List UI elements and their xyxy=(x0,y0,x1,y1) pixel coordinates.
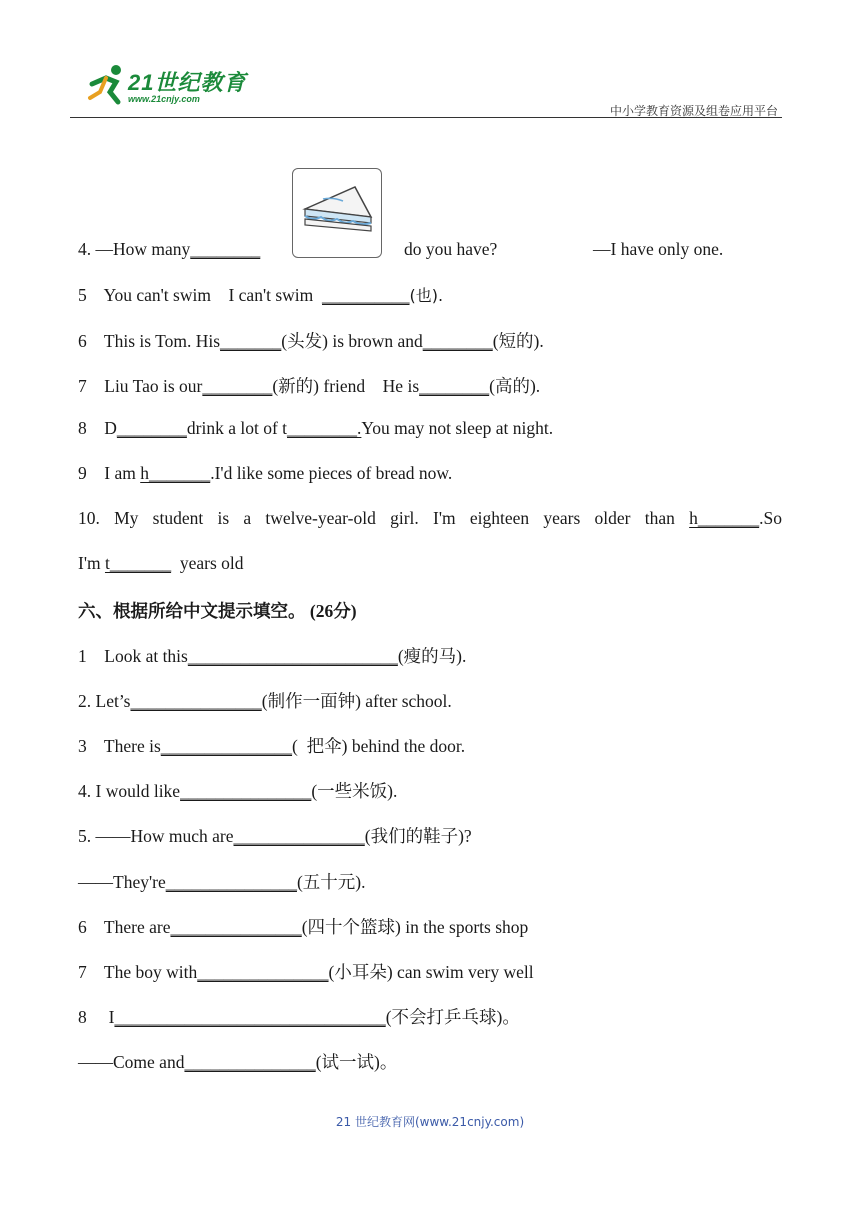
question-b-8-reply: ——Come and_______________(试一试)。 xyxy=(78,1052,398,1072)
answer-blank[interactable]: _______________ xyxy=(180,781,312,801)
header-tagline: 中小学教育资源及组卷应用平台 xyxy=(609,104,778,118)
question-b-5-answer: ——They're_______________(五十元). xyxy=(78,872,366,892)
answer-blank[interactable]: h_______ xyxy=(140,463,211,483)
question-b-3: 3 There is_______________( 把伞) behind the door. xyxy=(78,736,466,756)
question-9: 9 I am h_______.I'd like some pieces of bread now. xyxy=(78,463,453,483)
question-6: 6 This is Tom. His_______(头发) is brown and________(短的). xyxy=(78,331,544,351)
answer-blank[interactable]: ________. xyxy=(287,418,362,438)
question-b-8: 8 I_______________________________(不会打乒乓球)。 xyxy=(78,1007,520,1027)
answer-blank[interactable]: _______________ xyxy=(165,872,297,892)
section-6-title: 六、根据所给中文提示填空。 (26分) xyxy=(78,601,357,621)
question-b-6: 6 There are_______________(四十个篮球) in the sports shop xyxy=(78,917,529,937)
answer-blank[interactable]: ________________________ xyxy=(187,646,398,666)
answer-blank[interactable]: t_______ xyxy=(104,553,172,573)
logo-text: 21世纪教育 xyxy=(128,70,247,95)
answer-blank[interactable]: _______________ xyxy=(160,736,293,756)
question-b-2: 2. Let’s_______________(制作一面钟) after school. xyxy=(78,691,452,711)
answer-blank[interactable]: ________ xyxy=(190,239,261,259)
page-footer: 21 世纪教育网(www.21cnjy.com) xyxy=(335,1115,525,1129)
answer-blank[interactable]: h_______ xyxy=(689,508,760,528)
answer-blank[interactable]: _______________ xyxy=(170,917,302,937)
header-divider xyxy=(70,117,782,118)
question-b-7: 7 The boy with_______________(小耳朵) can swim very well xyxy=(78,962,534,982)
question-5: 5 You can't swim I can't swim __________(也). xyxy=(78,285,444,305)
answer-blank[interactable]: _______________ xyxy=(130,691,262,711)
answer-blank[interactable]: _______________ xyxy=(233,826,365,846)
runner-logo-icon xyxy=(84,62,128,106)
answer-blank[interactable]: _______________ xyxy=(184,1052,316,1072)
question-10-continued: I'm t_______ years old xyxy=(78,553,244,573)
answer-blank[interactable]: ________ xyxy=(202,376,273,396)
question-b-1: 1 Look at this________________________(瘦的马). xyxy=(78,646,467,666)
answer-blank[interactable]: __________ xyxy=(322,285,410,305)
answer-blank[interactable]: _______________________________ xyxy=(114,1007,386,1027)
question-b-4: 4. I would like_______________(一些米饭). xyxy=(78,781,398,801)
question-8: 8 D________drink a lot of t________.You may not sleep at night. xyxy=(78,418,554,438)
answer-blank[interactable]: _______________ xyxy=(197,962,329,982)
logo-url: www.21cnjy.com xyxy=(128,94,200,104)
question-7: 7 Liu Tao is our________(新的) friend He is________(高的). xyxy=(78,376,541,396)
answer-blank[interactable]: ________ xyxy=(116,418,187,438)
answer-blank[interactable]: ________ xyxy=(419,376,490,396)
answer-blank[interactable]: _______ xyxy=(220,331,282,351)
answer-blank[interactable]: ________ xyxy=(422,331,493,351)
question-4: 4. —How many________ do you have? —I have only one. xyxy=(78,239,724,259)
question-b-5: 5. ——How much are_______________(我们的鞋子)? xyxy=(78,826,472,846)
question-10: 10. My student is a twelve-year-old girl. I'm eighteen years older than h_______.So xyxy=(78,508,782,528)
